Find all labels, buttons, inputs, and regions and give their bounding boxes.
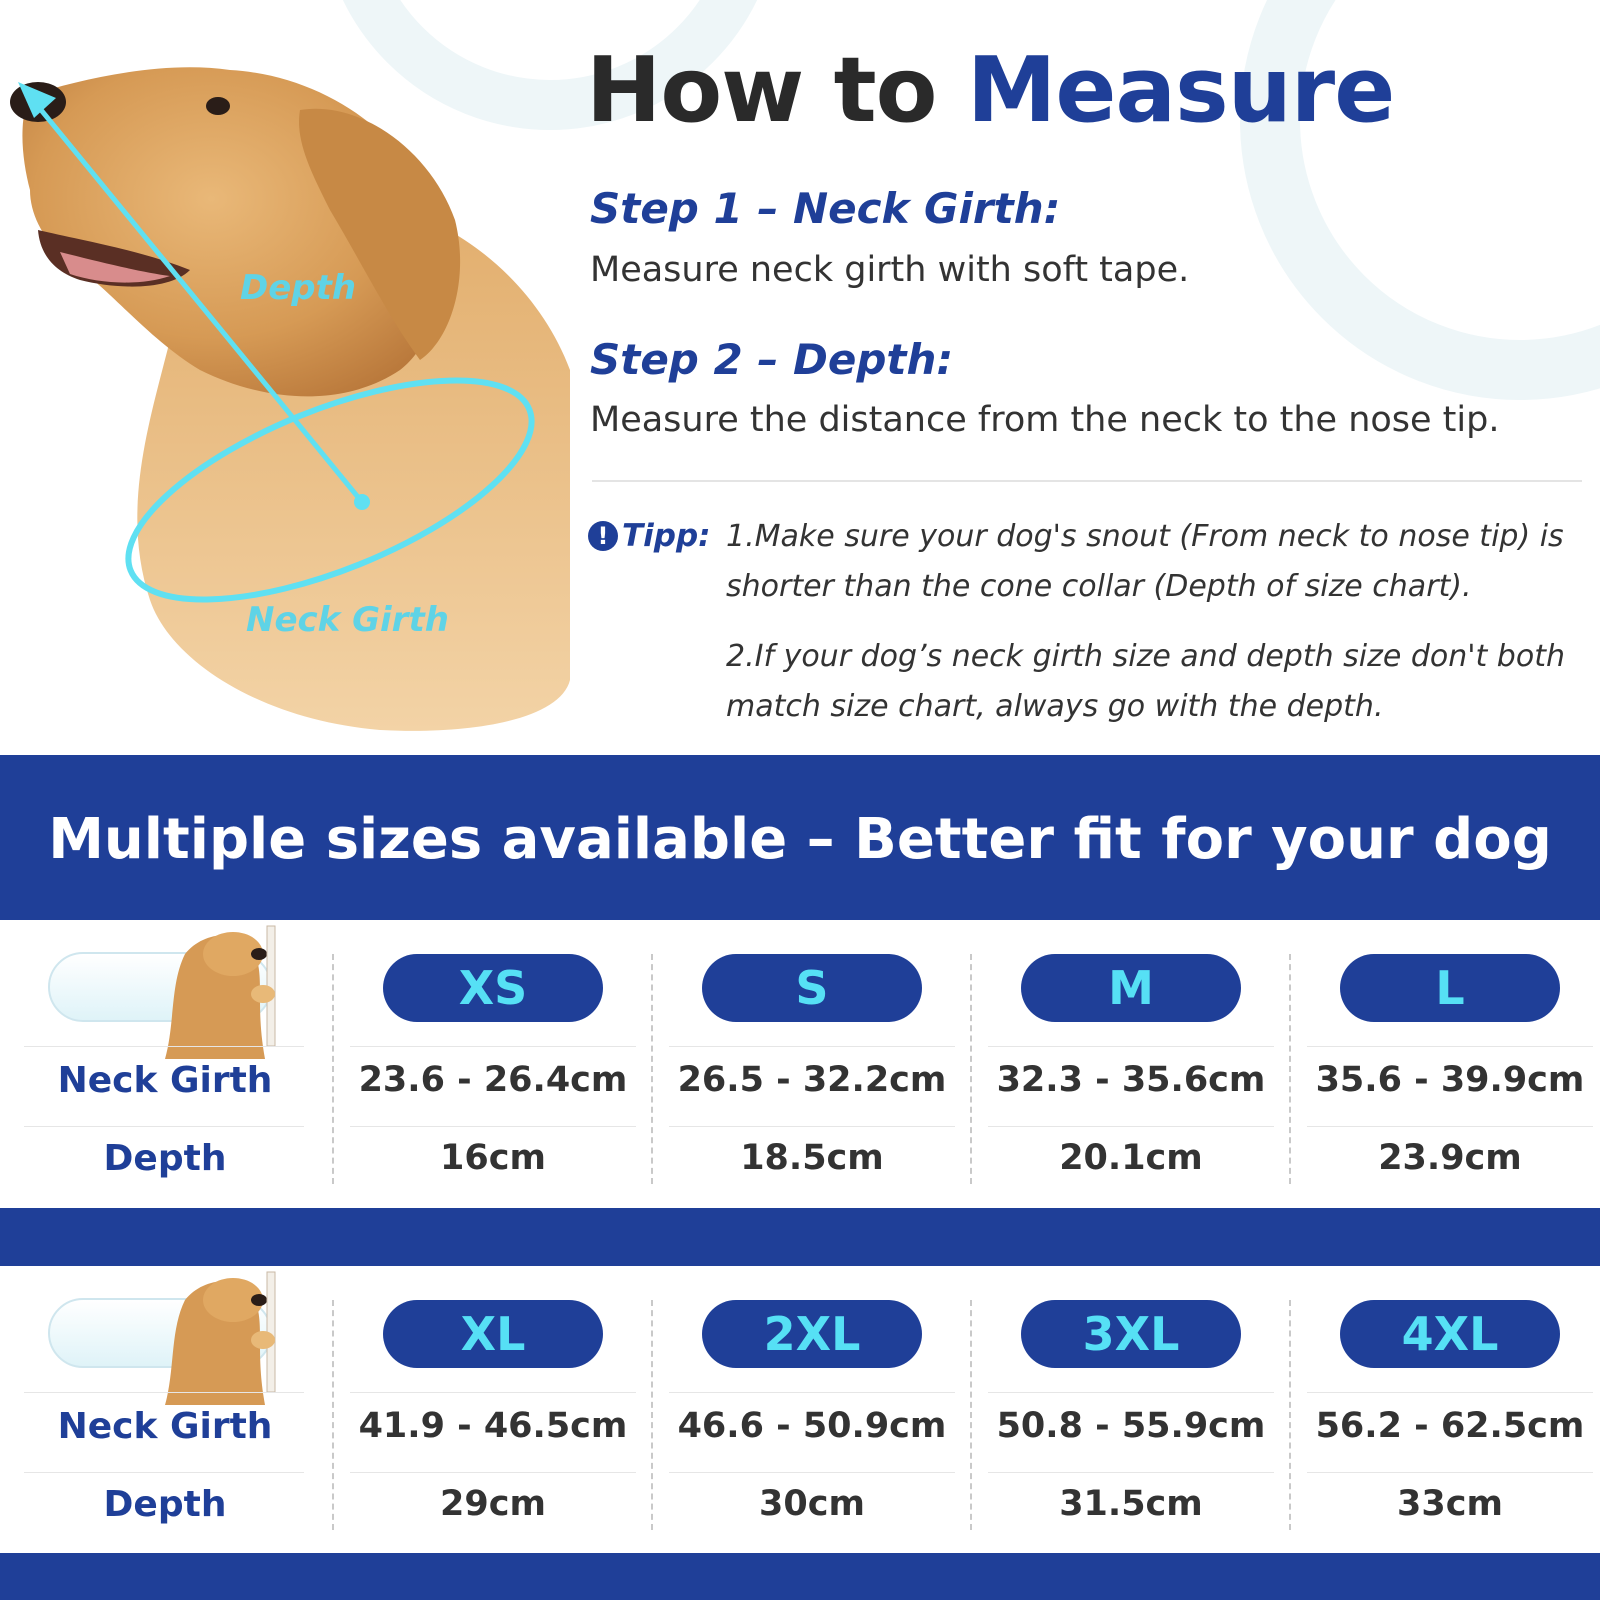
- row-divider: [669, 1472, 955, 1473]
- row-divider: [988, 1392, 1274, 1393]
- tip-item-1: 1.Make sure your dog's snout (From neck to nose tip) is shorter than the cone collar (Depth of size chart).: [726, 519, 1564, 604]
- row-divider: [669, 1046, 955, 1047]
- exclamation-icon: !: [588, 521, 618, 551]
- size-badge: L: [1340, 954, 1560, 1022]
- thumbnail-badge: [48, 1298, 272, 1368]
- row-divider: [1307, 1046, 1593, 1047]
- neck-girth-value: 35.6 - 39.9cm: [1315, 1060, 1585, 1100]
- depth-diagram-label: Depth: [240, 268, 357, 308]
- neck-girth-value: 41.9 - 46.5cm: [358, 1406, 628, 1446]
- row-divider: [350, 1472, 636, 1473]
- column-divider: [332, 1300, 334, 1530]
- title-part-1: How to: [586, 38, 937, 143]
- column-divider: [1289, 954, 1291, 1184]
- neck-girth-value: 46.6 - 50.9cm: [677, 1406, 947, 1446]
- row-divider: [988, 1126, 1274, 1127]
- row-label-depth: Depth: [103, 1138, 227, 1179]
- row-divider: [24, 1392, 304, 1393]
- size-badge: 4XL: [1340, 1300, 1560, 1368]
- section-divider: [592, 480, 1582, 482]
- size-column-3xl: [988, 1266, 1288, 1554]
- size-badge: 3XL: [1021, 1300, 1241, 1368]
- dog-with-ruler-icon: [155, 924, 295, 1059]
- row-divider: [350, 1392, 636, 1393]
- neck-girth-value: 56.2 - 62.5cm: [1315, 1406, 1585, 1446]
- size-column-xl: [350, 1266, 650, 1554]
- tip-word: Tipp:: [622, 518, 711, 554]
- row-divider: [669, 1392, 955, 1393]
- size-badge: 2XL: [702, 1300, 922, 1368]
- neck-girth-value: 32.3 - 35.6cm: [996, 1060, 1266, 1100]
- depth-value: 23.9cm: [1378, 1138, 1522, 1178]
- size-column-2xl: [669, 1266, 969, 1554]
- size-column-xs: [350, 920, 650, 1208]
- column-divider: [332, 954, 334, 1184]
- page-title: [586, 38, 1394, 143]
- size-column-l: [1307, 920, 1600, 1208]
- step-2-title: Step 2 – Depth:: [590, 335, 954, 384]
- row-divider: [1307, 1472, 1593, 1473]
- row-divider: [24, 1046, 304, 1047]
- row-label-depth: Depth: [103, 1484, 227, 1525]
- depth-value: 16cm: [440, 1138, 546, 1178]
- banner-title: Multiple sizes available – Better fit for your dog: [48, 807, 1552, 872]
- depth-value: 29cm: [440, 1484, 546, 1524]
- neck-girth-value: 26.5 - 32.2cm: [677, 1060, 947, 1100]
- sizes-banner: [0, 755, 1600, 920]
- column-divider: [651, 954, 653, 1184]
- row-label-neck-girth: Neck Girth: [57, 1060, 273, 1101]
- depth-value: 18.5cm: [740, 1138, 884, 1178]
- size-column-s: [669, 920, 969, 1208]
- tip-item-2: 2.If your dog’s neck girth size and depth size don't both match size chart, always go with the depth.: [726, 639, 1565, 724]
- depth-value: 33cm: [1397, 1484, 1503, 1524]
- tip-label: [588, 518, 711, 554]
- size-badge: XL: [383, 1300, 603, 1368]
- separator-band: [0, 1208, 1600, 1266]
- neck-girth-diagram-label: Neck Girth: [246, 600, 449, 640]
- size-table: [0, 920, 1600, 1208]
- row-divider: [988, 1046, 1274, 1047]
- row-divider: [24, 1472, 304, 1473]
- row-divider: [988, 1472, 1274, 1473]
- column-divider: [970, 1300, 972, 1530]
- row-label-neck-girth: Neck Girth: [57, 1406, 273, 1447]
- footer-band: [0, 1553, 1600, 1600]
- size-badge: M: [1021, 954, 1241, 1022]
- row-divider: [24, 1126, 304, 1127]
- size-table: [0, 1266, 1600, 1554]
- depth-value: 20.1cm: [1059, 1138, 1203, 1178]
- thumbnail-badge: [48, 952, 272, 1022]
- column-divider: [651, 1300, 653, 1530]
- row-divider: [1307, 1126, 1593, 1127]
- row-divider: [1307, 1392, 1593, 1393]
- neck-girth-value: 23.6 - 26.4cm: [358, 1060, 628, 1100]
- column-divider: [1289, 1300, 1291, 1530]
- size-badge: S: [702, 954, 922, 1022]
- step-2-description: Measure the distance from the neck to the nose tip.: [590, 400, 1500, 440]
- size-badge: XS: [383, 954, 603, 1022]
- size-column-4xl: [1307, 1266, 1600, 1554]
- step-1-title: Step 1 – Neck Girth:: [590, 184, 1061, 233]
- depth-value: 30cm: [759, 1484, 865, 1524]
- step-1-description: Measure neck girth with soft tape.: [590, 250, 1190, 290]
- depth-value: 31.5cm: [1059, 1484, 1203, 1524]
- row-divider: [669, 1126, 955, 1127]
- column-divider: [970, 954, 972, 1184]
- dog-with-ruler-icon: [155, 1270, 295, 1405]
- size-column-m: [988, 920, 1288, 1208]
- title-part-2: Measure: [966, 38, 1395, 143]
- neck-girth-value: 50.8 - 55.9cm: [996, 1406, 1266, 1446]
- row-divider: [350, 1126, 636, 1127]
- row-divider: [350, 1046, 636, 1047]
